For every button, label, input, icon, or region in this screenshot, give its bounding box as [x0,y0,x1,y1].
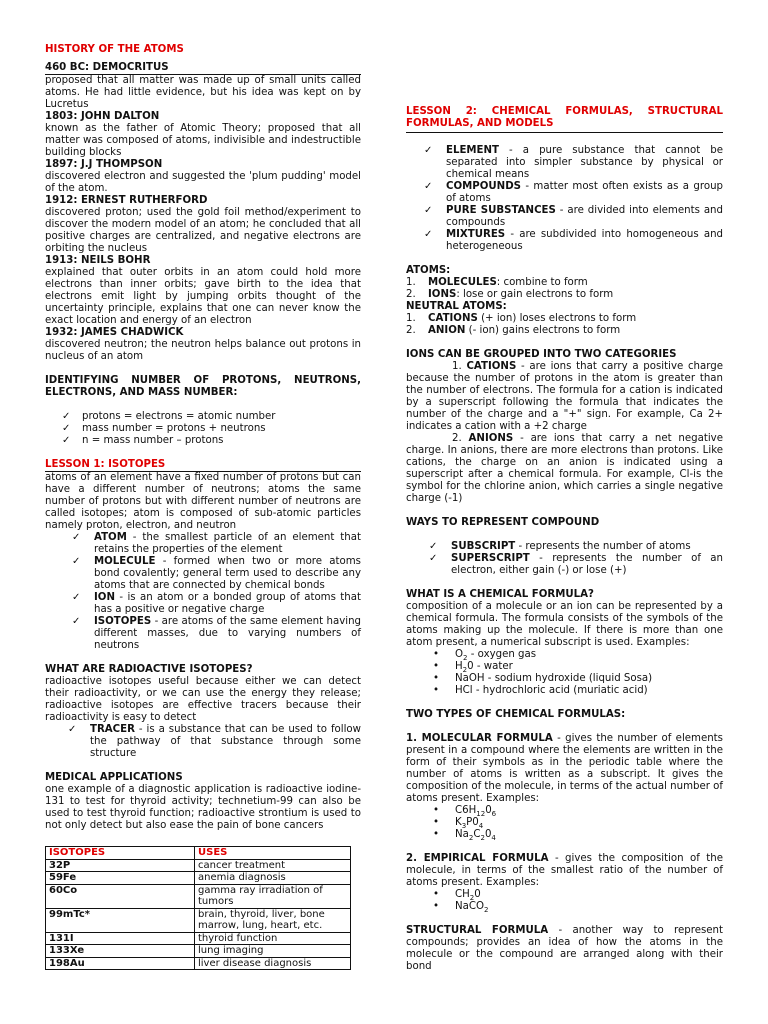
check-icon: ✓ [424,181,433,192]
check-icon: ✓ [72,616,81,627]
empirical-text: 2. EMPIRICAL FORMULA - gives the composition of the molecule, in terms of the smallest ratio of the number of atoms present. Examples: [406,853,723,888]
check-icon: ✓ [62,423,71,434]
ways-title: WAYS TO REPRESENT COMPOUND [406,517,600,528]
check-icon: ✓ [424,205,433,216]
list-item: ✓ COMPOUNDS - matter most often exists as a group of atoms [424,181,723,204]
identifying-title: IDENTIFYING NUMBER OF PROTONS, NEUTRONS, ELECTRONS, AND MASS NUMBER: [45,375,361,398]
history-head-4: 1912: ERNEST RUTHERFORD [45,195,208,206]
check-icon: ✓ [429,541,438,552]
isotope-table [45,846,351,970]
list-item: ✓ n = mass number – protons [62,435,224,446]
list-item: 2. IONS: lose or gain electrons to form [406,289,614,300]
list-item: ✓ TRACER - is a substance that can be used to follow the pathway of that substance through some structure [68,724,361,759]
table-row: 133Xe lung imaging [46,945,351,958]
lesson1-title: LESSON 1: ISOTOPES [45,459,361,472]
list-item: • NaOH - sodium hydroxide (liquid Sosa) [455,673,723,685]
medical-title: MEDICAL APPLICATIONS [45,772,183,783]
list-item: ✓ SUBSCRIPT - represents the number of atoms [429,541,691,552]
medical-text: one example of a diagnostic application is radioactive iodine-131 to test for thyroid activity; technetium-99 can also be used to test thyroid function; radioactive strontium is used to not only detect but also ease the pain of bone cancers [45,784,361,831]
list-item: ✓ mass number = protons + neutrons [62,423,266,434]
history-text-1: proposed that all matter was made up of small units called atoms. He had little evidence, but his idea was kept on by Lucretus [45,75,361,110]
ways-list [406,541,723,577]
formula-examples [406,649,723,697]
radio-text: radioactive isotopes useful because either we can detect their radioactivity, or we can use the energy they release; radioactive isotopes are effective tracers because their radioactivity is easy to detect [45,676,361,723]
table-header-row [46,847,351,860]
history-head-3: 1897: J.J THOMPSON [45,159,163,170]
list-item: • $Na_2C_20_4$ [455,829,723,841]
empirical-examples [406,889,723,913]
molecular-examples [406,805,723,841]
history-head-2: 1803: JOHN DALTON [45,111,160,122]
history-text-3: discovered electron and suggested the 'plum pudding' model of the atom. [45,171,361,194]
structural-text: STRUCTURAL FORMULA - another way to represent compounds; provides an idea of how the atoms in the molecule or the compound are arranged along with their bond [406,925,723,972]
history-head-6: 1932: JAMES CHADWICK [45,327,184,338]
check-icon: ✓ [424,145,433,156]
list-item: 1. MOLECULES: combine to form [406,277,588,288]
lesson2-list [406,145,723,253]
list-item: ✓ ATOM - the smallest particle of an element that retains the properties of the element [72,532,361,555]
radio-list [45,724,361,760]
neutral-list [406,313,723,337]
list-item: • NaCO$_2$ [455,901,723,913]
right-column [406,106,723,973]
check-icon: ✓ [72,592,81,603]
lesson1-text: atoms of an element have a fixed number of protons but can have a different number of neutrons; atoms the same number of protons but with different number of neutrons are called isotopes; atom is composed of sub-atomic particles namely proton, electron, and neutron [45,472,361,531]
list-item: ✓ PURE SUBSTANCES - are divided into elements and compounds [424,205,723,228]
list-item: ✓ MOLECULE - formed when two or more atoms bond covalently; general term used to describe any atoms that are connected by chemical bonds [72,556,361,591]
list-item: • $C6H_{12}0_6$ [455,805,723,817]
list-item: 1. CATIONS (+ ion) loses electrons to form [406,313,637,324]
formula-text: composition of a molecule or an ion can be represented by a chemical formula. The formula consists of the symbols of the atoms making up the molecule. If there is more than one atom present, a numerical subscript is used. Examples: [406,601,723,648]
history-text-6: discovered neutron; the neutron helps balance out protons in nucleus of an atom [45,339,361,362]
table-row: 59Fe anemia diagnosis [46,872,351,885]
check-icon: ✓ [72,556,81,567]
identifying-list [45,411,361,447]
two-types-title: TWO TYPES OF CHEMICAL FORMULAS: [406,709,626,720]
radio-title: WHAT ARE RADIOACTIVE ISOTOPES? [45,664,253,675]
list-item: • $CH_20$ [455,889,723,901]
check-icon: ✓ [62,411,71,422]
list-item: • HCl - hydrochloric acid (muriatic acid) [455,685,723,697]
check-icon: ✓ [424,229,433,240]
history-text-2: known as the father of Atomic Theory; proposed that all matter was composed of atoms, indivisible and indestructible building blocks [45,123,361,158]
check-icon: ✓ [68,724,77,735]
check-icon: ✓ [62,435,71,446]
table-row: 131I thyroid function [46,932,351,945]
history-head-1: 460 BC: DEMOCRITUS [45,62,361,75]
lesson2-title: LESSON 2: CHEMICAL FORMULAS, STRUCTURAL FORMULAS, AND MODELS [406,106,723,133]
list-item: ✓ SUPERSCRIPT - represents the number of an electron, either gain (-) or lose (+) [429,553,723,576]
formula-title: WHAT IS A CHEMICAL FORMULA? [406,589,594,600]
left-column [45,44,361,970]
table-row: 32P cancer treatment [46,859,351,872]
history-list [45,62,361,363]
atoms-title: ATOMS: [406,265,451,276]
table-row: 99mTc* brain, thyroid, liver, bone marrow, lung, heart, etc. [46,908,351,932]
list-item: ✓ protons = electrons = atomic number [62,411,276,422]
check-icon: ✓ [429,553,438,564]
list-item: 2. ANION (- ion) gains electrons to form [406,325,621,336]
history-text-5: explained that outer orbits in an atom could hold more electrons than inner orbits; gave birth to the idea that electrons emit light by jumping orbits thought of the uncertainty principle, explains that one can never know the exact location and energy of an electron [45,267,361,326]
list-item: • $O_2$ - oxygen gas [455,649,723,661]
neutral-title: NEUTRAL ATOMS: [406,301,507,312]
anions-text: 2. ANIONS - are ions that carry a net negative charge. In anions, there are more electrons than protons. Like cations, the charge on an anion is indicated using a superscript after a chemical formula. For example, Cl-is the symbol for the chlorine anion, which carries a single negative charge (-1) [406,433,723,504]
history-text-4: discovered proton; used the gold foil method/experiment to discover the modern model of an atom; he concluded that all positive charges are centralized, and negative electrons are orbiting the nucleus [45,207,361,254]
cations-text: 1. CATIONS - are ions that carry a positive charge because the number of protons in the atom is greater than the number of electrons. The formula for a cation is indicated by a superscript following the formula that indicates the number of the charge and a "+" sign. For example, Ca 2+ indicates a cation with a +2 charge [406,361,723,432]
ions-title: IONS CAN BE GROUPED INTO TWO CATEGORIES [406,349,677,360]
table-row: 60Co gamma ray irradiation of tumors [46,884,351,908]
list-item: ✓ ION - is an atom or a bonded group of atoms that has a positive or negative charge [72,592,361,615]
table-header-uses: USES [195,847,351,860]
lesson1-list [45,532,361,652]
list-item: ✓ MIXTURES - are subdivided into homogeneous and heterogeneous [424,229,723,252]
history-head-5: 1913: NEILS BOHR [45,255,151,266]
table-row: 198Au liver disease diagnosis [46,957,351,970]
list-item: ✓ ISOTOPES - are atoms of the same element having different masses, due to varying numbers of neutrons [72,616,361,651]
molecular-text: 1. MOLECULAR FORMULA - gives the number of elements present in a compound where the elements are written in the form of their symbols as in the periodic table where the number of atoms is written as a subscript. It gives the composition of the molecule, in terms of the actual number of atoms present. Examples: [406,733,723,804]
atoms-list [406,277,723,301]
list-item: • $H_20$ - water [455,661,723,673]
list-item: • $K_3P0_4$ [455,817,723,829]
check-icon: ✓ [72,532,81,543]
table-header-isotopes: ISOTOPES [46,847,195,860]
list-item: ✓ ELEMENT - a pure substance that cannot be separated into simpler substance by physical or chemical means [424,145,723,180]
history-title: HISTORY OF THE ATOMS [45,44,184,55]
